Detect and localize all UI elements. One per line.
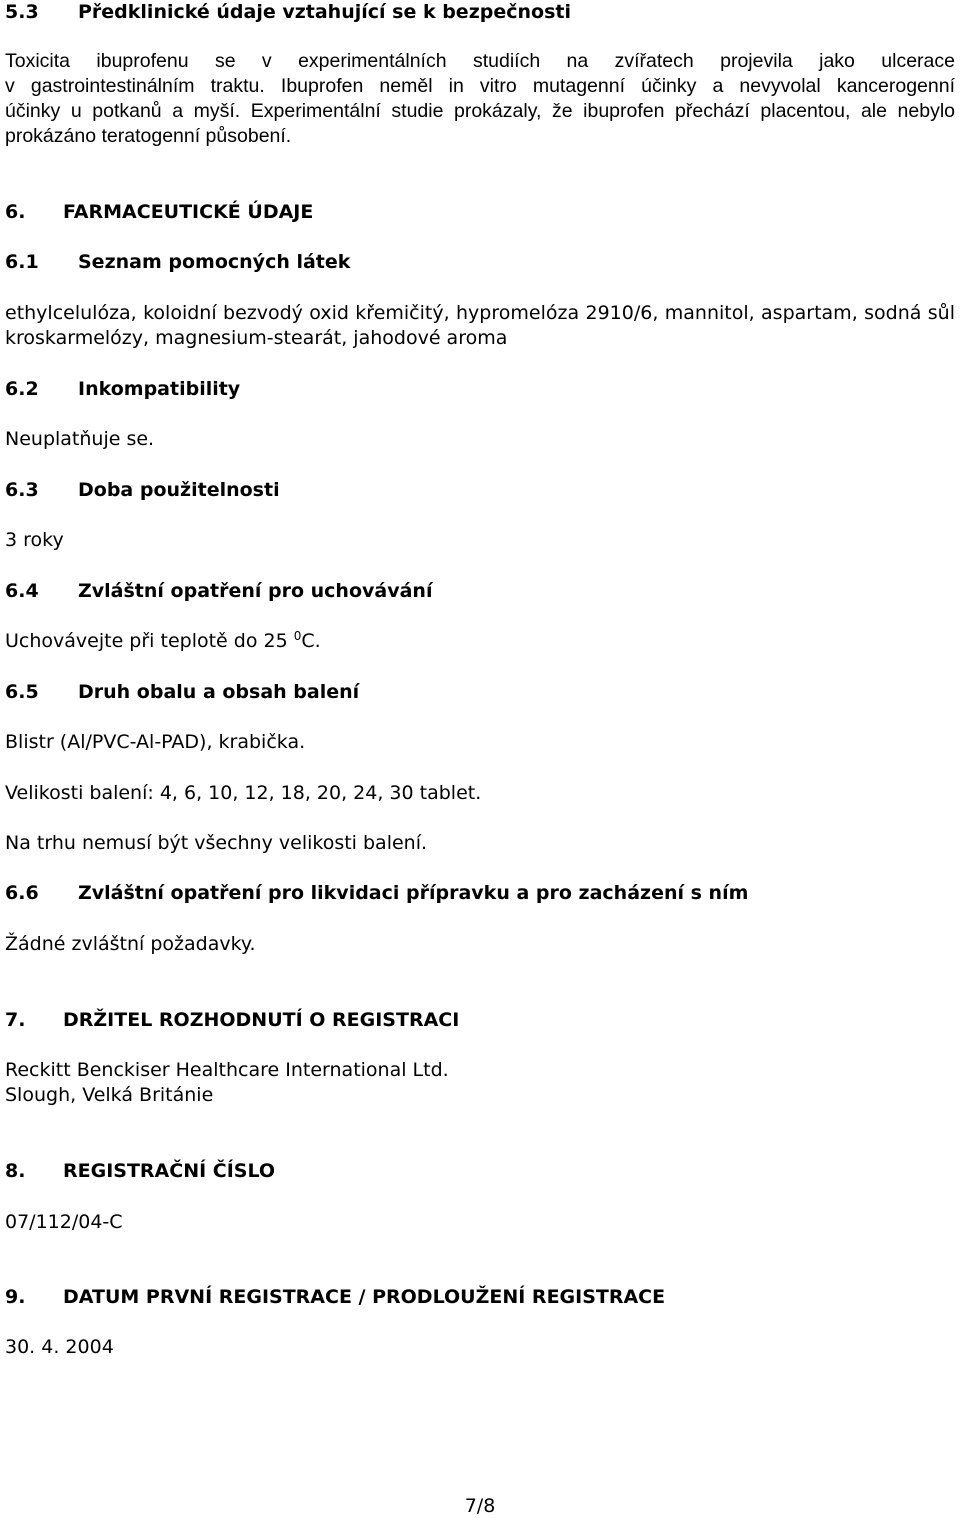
section-7-line-1: Reckitt Benckiser Healthcare International Ltd. — [5, 1059, 449, 1081]
degree-superscript: 0 — [293, 629, 302, 643]
section-6-6-heading — [5, 881, 748, 905]
section-title: REGISTRAČNÍ ČÍSLO — [63, 1160, 276, 1182]
section-number: 6.6 — [5, 882, 39, 904]
section-6-4-body — [5, 629, 321, 653]
section-title: Doba použitelnosti — [78, 479, 280, 501]
section-number: 6. — [5, 201, 26, 223]
section-title: DATUM PRVNÍ REGISTRACE / PRODLOUŽENÍ REGISTRACE — [63, 1286, 666, 1308]
section-6-5-line-3: Na trhu nemusí být všechny velikosti balení. — [5, 832, 428, 854]
section-9-body: 30. 4. 2004 — [5, 1336, 114, 1358]
section-number: 6.4 — [5, 580, 39, 602]
section-5-3-line-1: Toxicita ibuprofenu se v experimentálních studiích na zvířatech projevila jako ulcerace — [5, 50, 955, 72]
section-6-6-body: Žádné zvláštní požadavky. — [5, 933, 256, 955]
section-number: 8. — [5, 1160, 26, 1182]
section-title: Inkompatibility — [78, 378, 241, 400]
section-6-5-line-1: Blistr (Al/PVC-Al-PAD), krabička. — [5, 731, 306, 753]
section-number: 9. — [5, 1286, 26, 1308]
section-6-4-heading — [5, 579, 432, 603]
section-title: FARMACEUTICKÉ ÚDAJE — [63, 201, 314, 223]
section-number: 6.3 — [5, 479, 39, 501]
section-6-5-heading — [5, 680, 359, 704]
section-title: Zvláštní opatření pro likvidaci přípravku a pro zacházení s ním — [78, 882, 749, 904]
section-number: 5.3 — [5, 1, 39, 23]
section-6-1-line-2: kroskarmelózy, magnesium-stearát, jahodové aroma — [5, 327, 508, 349]
section-title: Předklinické údaje vztahující se k bezpečnosti — [78, 1, 571, 23]
section-number: 6.1 — [5, 251, 39, 273]
section-title: DRŽITEL ROZHODNUTÍ O REGISTRACI — [63, 1009, 460, 1031]
section-8-body: 07/112/04-C — [5, 1211, 123, 1233]
section-5-3-heading — [5, 0, 571, 24]
section-title: Zvláštní opatření pro uchovávání — [78, 580, 433, 602]
section-5-3-line-3: účinky u potkanů a myší. Experimentální studie prokázaly, že ibuprofen přechází placentou, ale nebylo — [5, 100, 955, 122]
section-9-heading — [5, 1285, 665, 1309]
section-6-2-body: Neuplatňuje se. — [5, 428, 155, 450]
storage-text: Uchovávejte při teplotě do 25 — [5, 630, 294, 652]
section-7-heading — [5, 1008, 459, 1032]
section-6-heading — [5, 200, 313, 224]
section-number: 6.2 — [5, 378, 39, 400]
section-6-5-line-2: Velikosti balení: 4, 6, 10, 12, 18, 20, 24, 30 tablet. — [5, 782, 482, 804]
page-number: 7/8 — [464, 1495, 496, 1517]
section-number: 7. — [5, 1009, 26, 1031]
section-title: Druh obalu a obsah balení — [78, 681, 360, 703]
section-title: Seznam pomocných látek — [78, 251, 351, 273]
section-6-3-heading — [5, 478, 280, 502]
section-5-3-line-2: v gastrointestinálním traktu. Ibuprofen neměl in vitro mutagenní účinky a nevyvolal kancerogenní — [5, 75, 955, 97]
section-8-heading — [5, 1159, 275, 1183]
section-6-3-body: 3 roky — [5, 529, 64, 551]
section-number: 6.5 — [5, 681, 39, 703]
storage-unit: C. — [301, 630, 321, 652]
section-6-2-heading — [5, 377, 240, 401]
section-6-1-line-1: ethylcelulóza, koloidní bezvodý oxid křemičitý, hypromelóza 2910/6, mannitol, aspartam, sodná sůl — [5, 302, 955, 324]
section-5-3-line-4: prokázáno teratogenní působení. — [5, 125, 292, 147]
section-7-line-2: Slough, Velká Británie — [5, 1084, 214, 1106]
section-6-1-heading — [5, 250, 350, 274]
